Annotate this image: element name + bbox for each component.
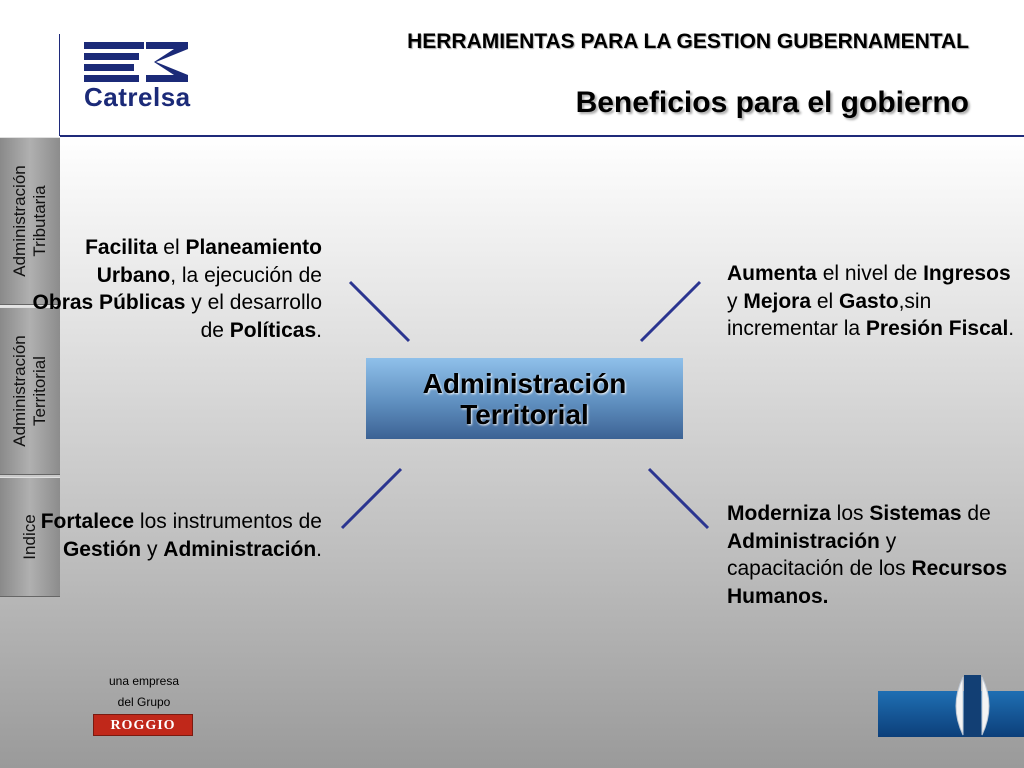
roggio-logo: ROGGIO bbox=[93, 714, 193, 736]
benefit-text: ,sin incrementar la bbox=[727, 289, 932, 340]
benefit-keyword: Moderniza bbox=[727, 502, 831, 525]
benefit-text: el nivel de bbox=[816, 262, 924, 285]
benefit-keyword: Planeamiento Urbano bbox=[96, 236, 322, 287]
center-topic-box bbox=[366, 358, 683, 439]
benefit-text: el bbox=[157, 236, 186, 259]
benefit-keyword: Administración bbox=[163, 537, 317, 561]
benefit-keyword: Gasto bbox=[839, 289, 899, 313]
benefit-keyword: Políticas bbox=[229, 318, 317, 342]
benefit-keyword: Presión Fiscal bbox=[865, 317, 1009, 340]
benefit-text: . bbox=[316, 537, 322, 561]
connector-bottom-right bbox=[649, 469, 708, 528]
benefit-text: los instrumentos de bbox=[134, 510, 322, 533]
slide-title: Beneficios para el gobierno bbox=[575, 86, 969, 119]
benefit-fortalece bbox=[32, 508, 322, 563]
sidebar-item-label-line1: Administración bbox=[10, 335, 29, 447]
slide-supertitle: HERRAMIENTAS PARA LA GESTION GUBERNAMENTAL bbox=[407, 30, 969, 53]
benefit-text: los bbox=[830, 502, 870, 525]
benefit-keyword: Administración bbox=[727, 529, 880, 553]
benefit-ingresos bbox=[727, 260, 1017, 343]
next-arrow-icon[interactable] bbox=[981, 675, 999, 737]
center-topic-line1: Administración bbox=[422, 367, 627, 399]
benefit-keyword: Ingresos bbox=[923, 262, 1011, 285]
connector-top-left bbox=[350, 282, 409, 341]
connector-top-right bbox=[641, 282, 700, 341]
benefit-text: el bbox=[811, 289, 840, 313]
benefit-text: . bbox=[316, 318, 322, 342]
prev-arrow-icon[interactable] bbox=[946, 675, 964, 737]
benefit-text: y bbox=[141, 537, 164, 561]
footer-company-line2: del Grupo bbox=[117, 695, 171, 709]
benefit-planeamiento bbox=[32, 234, 322, 344]
center-topic-text bbox=[423, 368, 627, 430]
benefit-text: . bbox=[1008, 317, 1015, 340]
benefit-keyword: Sistemas bbox=[869, 502, 962, 525]
sidebar-item-label-line2: Territorial bbox=[30, 356, 49, 426]
benefit-keyword: Obras Públicas bbox=[32, 291, 186, 314]
navigation-separator bbox=[964, 675, 981, 737]
center-topic-line2: Territorial bbox=[460, 398, 589, 430]
sidebar-item-label-line1: Administración bbox=[10, 165, 29, 277]
benefit-text: de bbox=[961, 502, 991, 525]
logo-text: Catrelsa bbox=[84, 82, 191, 112]
benefit-keyword: Recursos Humanos. bbox=[727, 557, 1008, 608]
sidebar-item-label-line1: Indice bbox=[20, 514, 39, 560]
benefit-text: y capacitación de los bbox=[727, 529, 912, 580]
benefit-keyword: Facilita bbox=[85, 236, 158, 259]
benefit-text: y el desarrollo de bbox=[185, 291, 322, 342]
benefit-moderniza bbox=[727, 500, 1017, 610]
sidebar-item-label-line2: Tributaria bbox=[30, 185, 49, 257]
benefit-keyword: Fortalece bbox=[40, 510, 135, 533]
benefit-text: y bbox=[727, 289, 744, 313]
benefit-keyword: Mejora bbox=[743, 289, 812, 313]
benefit-text: , la ejecución de bbox=[170, 263, 322, 287]
connector-bottom-left bbox=[342, 469, 401, 528]
benefit-keyword: Aumenta bbox=[727, 262, 817, 285]
footer-company-line1: una empresa bbox=[108, 674, 180, 688]
benefit-keyword: Gestión bbox=[62, 537, 142, 561]
